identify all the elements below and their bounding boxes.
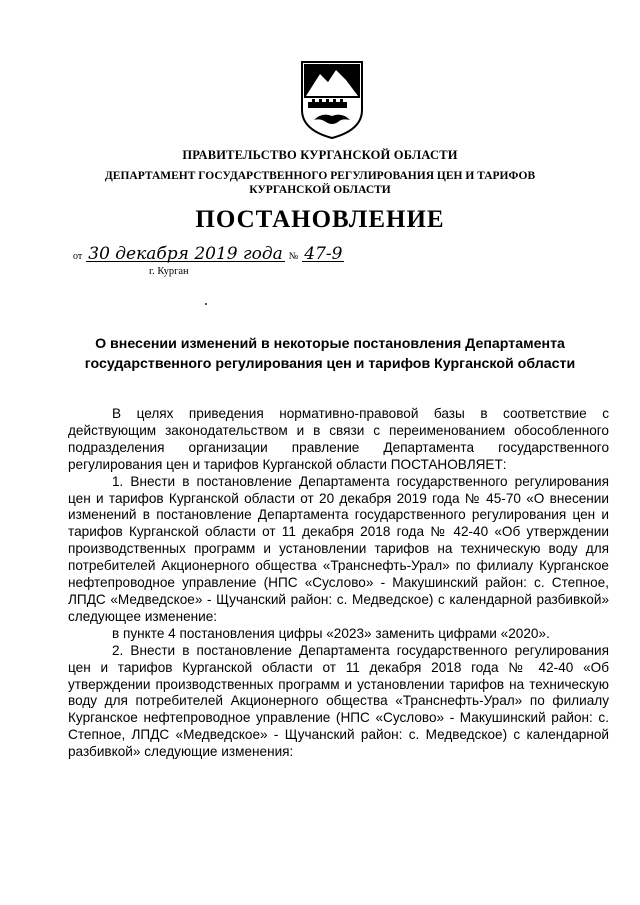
handwritten-date: 30 декабря 2019 года <box>88 244 283 264</box>
department-name-line2: КУРГАНСКОЙ ОБЛАСТИ <box>249 184 391 196</box>
subject-line2: государственного регулирования цен и тарифов Курганской области <box>84 356 576 372</box>
department-name-line1: ДЕПАРТАМЕНТ ГОСУДАРСТВЕННОГО РЕГУЛИРОВАНИЯ ЦЕН И ТАРИФОВ <box>104 170 536 182</box>
document-subject <box>60 334 600 374</box>
coat-of-arms-icon <box>300 60 364 140</box>
date-number-line <box>73 246 344 264</box>
paragraph-item-1: 1. Внести в постановление Департамента государственного регулирования цен и тарифов Курганской области от 20 декабря 2019 года № 45-70 «О внесении изменений в постановление Департамента государственного регулирования цен и тарифов Курганской области от 11 декабря 2018 года № 42-40 «Об утверждении производственных программ и установлении тарифов на техническую воду для потребителей Акционерного общества «Транснефть-Урал» по филиалу Курганское нефтепроводное управление (НПС «Суслово» - Макушинский район: с. Степное, ЛПДС «Медведское» - Щучанский район: с. Медведское) с календарной разбивкой» следующее изменение: <box>68 473 609 624</box>
city-label: г. Курган <box>149 266 189 277</box>
document-type-title: ПОСТАНОВЛЕНИЕ <box>195 206 445 233</box>
paragraph-preamble: В целях приведения нормативно-правовой базы в соответствие с действующим законодательством и в связи с переименованием обособленного подразделения организации правление Департамента государственного регулирования цен и тарифов Курганской области ПОСТАНОВЛЯЕТ: <box>68 406 609 472</box>
subject-line1: О внесении изменений в некоторые постановления Департамента <box>95 336 565 352</box>
paragraph-item-2: 2. Внести в постановление Департамента государственного регулирования цен и тарифов Курганской области от 11 декабря 2018 года № 42-40 «Об утверждении производственных программ и установлении тарифов на техническую воду для потребителей Акционерного общества «Транснефть-Урал» по филиалу Курганское нефтепроводное управление (НПС «Суслово» - Макушинский район: с. Степное, ЛПДС «Медведское» - Щучанский район: с. Медведское) с календарной разбивкой» следующие изменения: <box>68 642 609 760</box>
document-body <box>68 406 609 761</box>
handwritten-number: 47-9 <box>304 244 343 264</box>
government-name: ПРАВИТЕЛЬСТВО КУРГАНСКОЙ ОБЛАСТИ <box>182 148 458 162</box>
from-label: от <box>73 251 83 262</box>
paragraph-item-1-change: в пункте 4 постановления цифры «2023» заменить цифрами «2020». <box>112 625 550 641</box>
number-label: № <box>288 251 299 262</box>
scan-speck <box>205 303 207 305</box>
